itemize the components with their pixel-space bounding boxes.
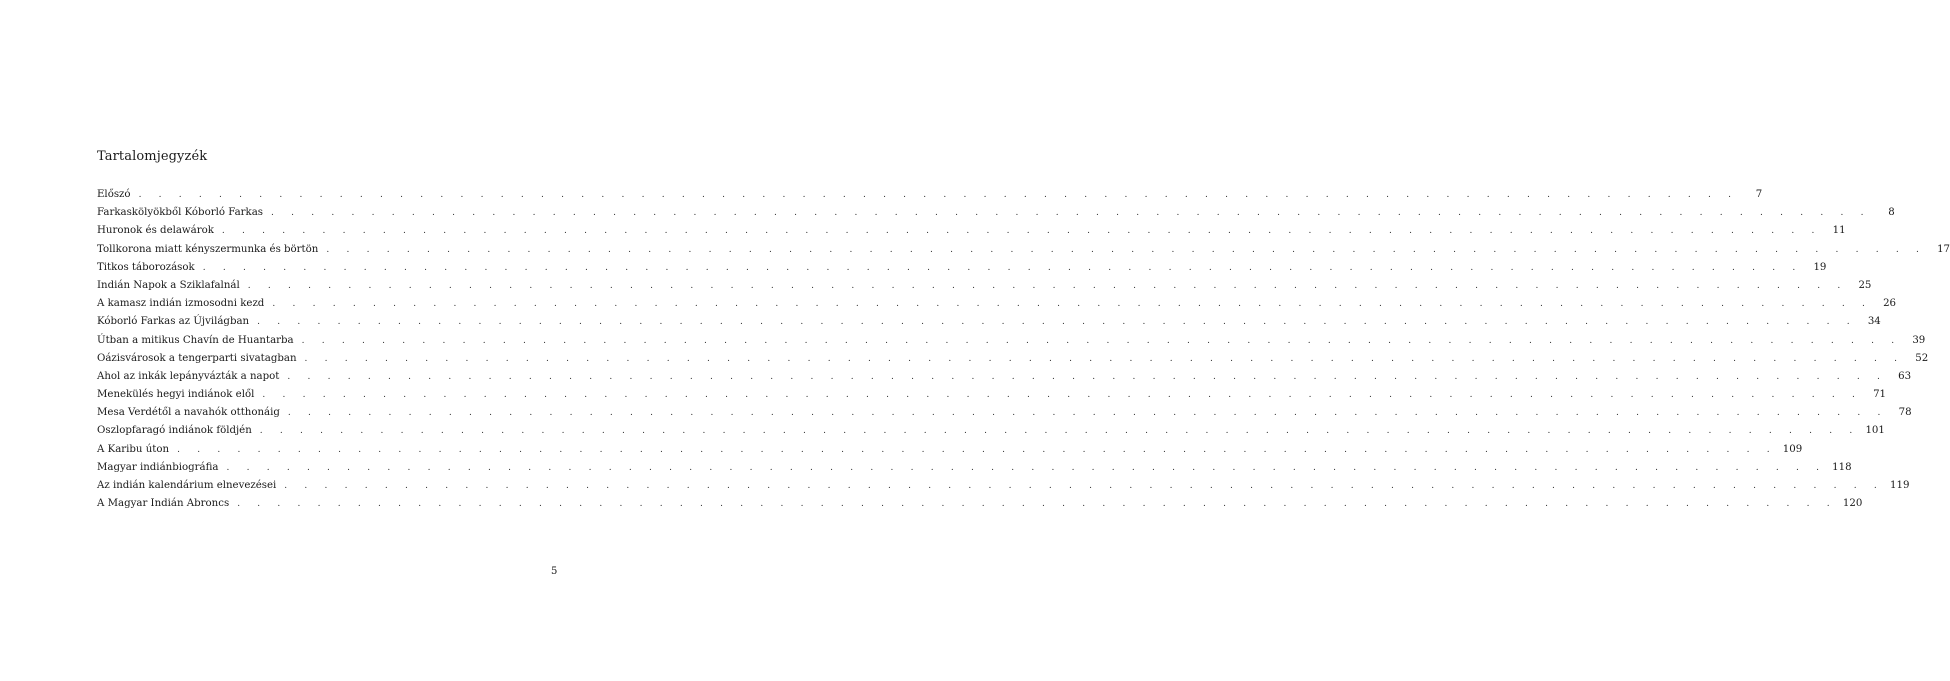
toc-entry (97, 459, 1852, 477)
dot-leader: . . . . . . . . . . . . . . . . . . . . . . . . . . . . . . . . . . . . . . . . . . . . . . . . . . . . . . . . . . . . . . . . . . . . . . . . . . . . . . . . (259, 426, 1860, 437)
toc-entry (97, 186, 1763, 204)
toc-entry (97, 332, 1926, 350)
toc-entry-label: Előszó (97, 189, 131, 200)
toc-entry-page: 19 (1813, 261, 1827, 273)
dot-leader: . . . . . . . . . . . . . . . . . . . . . . . . . . . . . . . . . . . . . . . . . . . . . . . . . . . . . . . . . . . . . . . . . . . . . . . . . . . . . . . . (138, 190, 1739, 200)
dot-leader: . . . . . . . . . . . . . . . . . . . . . . . . . . . . . . . . . . . . . . . . . . . . . . . . . . . . . . . . . . . . . . . . . . . . . . . . . . . . . . . . (247, 280, 1848, 291)
page-number: 5 (551, 566, 558, 577)
toc-entry (97, 477, 1910, 495)
toc-entry-page: 109 (1782, 443, 1803, 455)
toc-entry-page: 52 (1915, 352, 1929, 364)
toc-entry-label: Huronok és delawárok (97, 225, 214, 237)
toc-entry (97, 259, 1827, 277)
toc-entry-page: 120 (1842, 498, 1863, 510)
toc-entry (97, 386, 1887, 404)
toc-entry-page: 34 (1867, 316, 1881, 328)
toc-entry (97, 422, 1885, 440)
toc-entry (97, 495, 1863, 513)
toc-entry-page: 119 (1889, 480, 1910, 491)
dot-leader: . . . . . . . . . . . . . . . . . . . . . . . . . . . . . . . . . . . . . . . . . . . . . . . . . . . . . . . . . . . . . . . . . . . . . . . . . . . . . . . . (177, 444, 1777, 455)
toc-entry (97, 277, 1872, 295)
dot-leader: . . . . . . . . . . . . . . . . . . . . . . . . . . . . . . . . . . . . . . . . . . . . . . . . . . . . . . . . . . . . . . . . . . . . . . . . . . . . . . . . (272, 299, 1873, 310)
toc-entry-label: Farkaskölyökből Kóborló Farkas (97, 207, 263, 219)
toc-entry-page: 11 (1832, 225, 1846, 237)
toc-entry-page: 71 (1873, 389, 1887, 401)
dot-leader: . . . . . . . . . . . . . . . . . . . . . . . . . . . . . . . . . . . . . . . . . . . . . . . . . . . . . . . . . . . . . . . . . . . . . . . . . . . . . . . . (287, 408, 1888, 419)
toc-entry (97, 313, 1881, 331)
toc-entry-page: 63 (1898, 370, 1912, 382)
toc-entry (97, 441, 1803, 459)
toc-entry-label: Oszlopfaragó indiánok földjén (97, 425, 252, 437)
dot-leader: . . . . . . . . . . . . . . . . . . . . . . . . . . . . . . . . . . . . . . . . . . . . . . . . . . . . . . . . . . . . . . . . . . . . . . . . . . . . . . . . (304, 353, 1905, 364)
dot-leader: . . . . . . . . . . . . . . . . . . . . . . . . . . . . . . . . . . . . . . . . . . . . . . . . . . . . . . . . . . . . . . . . . . . . . . . . . . . . . . . . (287, 371, 1888, 382)
toc-entry-label: Magyar indiánbiográfia (97, 461, 219, 473)
toc-entry-page: 7 (1755, 189, 1763, 200)
toc-entry (97, 204, 1895, 222)
toc-entry-page: 17 (1937, 243, 1950, 255)
dot-leader: . . . . . . . . . . . . . . . . . . . . . . . . . . . . . . . . . . . . . . . . . . . . . . . . . . . . . . . . . . . . . . . . . . . . . . . . . . . . . . . . (221, 226, 1822, 237)
toc-entry (97, 222, 1846, 240)
toc-entry-label: A kamasz indián izmosodni kezd (97, 298, 265, 310)
toc-entry-page: 39 (1912, 334, 1926, 346)
toc-entry-page: 118 (1832, 461, 1852, 473)
toc-entry (97, 404, 1912, 422)
toc-entry (97, 295, 1897, 313)
toc-entry-label: Titkos táborozások (97, 261, 195, 273)
toc-entry-page: 78 (1898, 407, 1912, 419)
dot-leader: . . . . . . . . . . . . . . . . . . . . . . . . . . . . . . . . . . . . . . . . . . . . . . . . . . . . . . . . . . . . . . . . . . . . . . . . . . . . . . . . (237, 499, 1837, 510)
toc-entry-label: A Magyar Indián Abroncs (97, 498, 230, 510)
toc-entry (97, 241, 1950, 259)
dot-leader: . . . . . . . . . . . . . . . . . . . . . . . . . . . . . . . . . . . . . . . . . . . . . . . . . . . . . . . . . . . . . . . . . . . . . . . . . . . . . . . . (326, 244, 1927, 255)
toc-entry-label: Útban a mitikus Chavín de Huantarba (97, 334, 294, 346)
dot-leader: . . . . . . . . . . . . . . . . . . . . . . . . . . . . . . . . . . . . . . . . . . . . . . . . . . . . . . . . . . . . . . . . . . . . . . . . . . . . . . . . (262, 390, 1863, 401)
toc-entry-label: Indián Napok a Sziklafalnál (97, 279, 240, 291)
toc-entry-label: Az indián kalendárium elnevezései (97, 480, 277, 491)
dot-leader: . . . . . . . . . . . . . . . . . . . . . . . . . . . . . . . . . . . . . . . . . . . . . . . . . . . . . . . . . . . . . . . . . . . . . . . . . . . . . . . . (301, 335, 1902, 346)
toc-entry-label: A Karibu úton (97, 443, 170, 455)
dot-leader: . . . . . . . . . . . . . . . . . . . . . . . . . . . . . . . . . . . . . . . . . . . . . . . . . . . . . . . . . . . . . . . . . . . . . . . . . . . . . . . . (284, 481, 1884, 491)
toc-entry-label: Menekülés hegyi indiánok elől (97, 389, 255, 401)
dot-leader: . . . . . . . . . . . . . . . . . . . . . . . . . . . . . . . . . . . . . . . . . . . . . . . . . . . . . . . . . . . . . . . . . . . . . . . . . . . . . . . . (226, 462, 1827, 473)
toc-list (97, 186, 1950, 513)
dot-leader: . . . . . . . . . . . . . . . . . . . . . . . . . . . . . . . . . . . . . . . . . . . . . . . . . . . . . . . . . . . . . . . . . . . . . . . . . . . . . . . . (257, 317, 1857, 328)
toc-entry-label: Oázisvárosok a tengerparti sivatagban (97, 352, 297, 364)
toc-entry (97, 368, 1912, 386)
toc-entry (97, 350, 1929, 368)
toc-title: Tartalomjegyzék (97, 149, 208, 164)
dot-leader: . . . . . . . . . . . . . . . . . . . . . . . . . . . . . . . . . . . . . . . . . . . . . . . . . . . . . . . . . . . . . . . . . . . . . . . . . . . . . . . . (271, 208, 1871, 219)
toc-entry-label: Tollkorona miatt kényszermunka és börtön (97, 243, 319, 255)
toc-entry-label: Kóborló Farkas az Újvilágban (97, 316, 250, 328)
toc-entry-page: 101 (1865, 425, 1885, 437)
toc-entry-label: Ahol az inkák lepányvázták a napot (97, 370, 280, 382)
toc-entry-page: 25 (1858, 279, 1872, 291)
dot-leader: . . . . . . . . . . . . . . . . . . . . . . . . . . . . . . . . . . . . . . . . . . . . . . . . . . . . . . . . . . . . . . . . . . . . . . . . . . . . . . . . (202, 262, 1803, 273)
toc-entry-label: Mesa Verdétől a navahók otthonáig (97, 407, 280, 419)
toc-entry-page: 8 (1888, 207, 1895, 219)
toc-entry-page: 26 (1883, 298, 1897, 310)
